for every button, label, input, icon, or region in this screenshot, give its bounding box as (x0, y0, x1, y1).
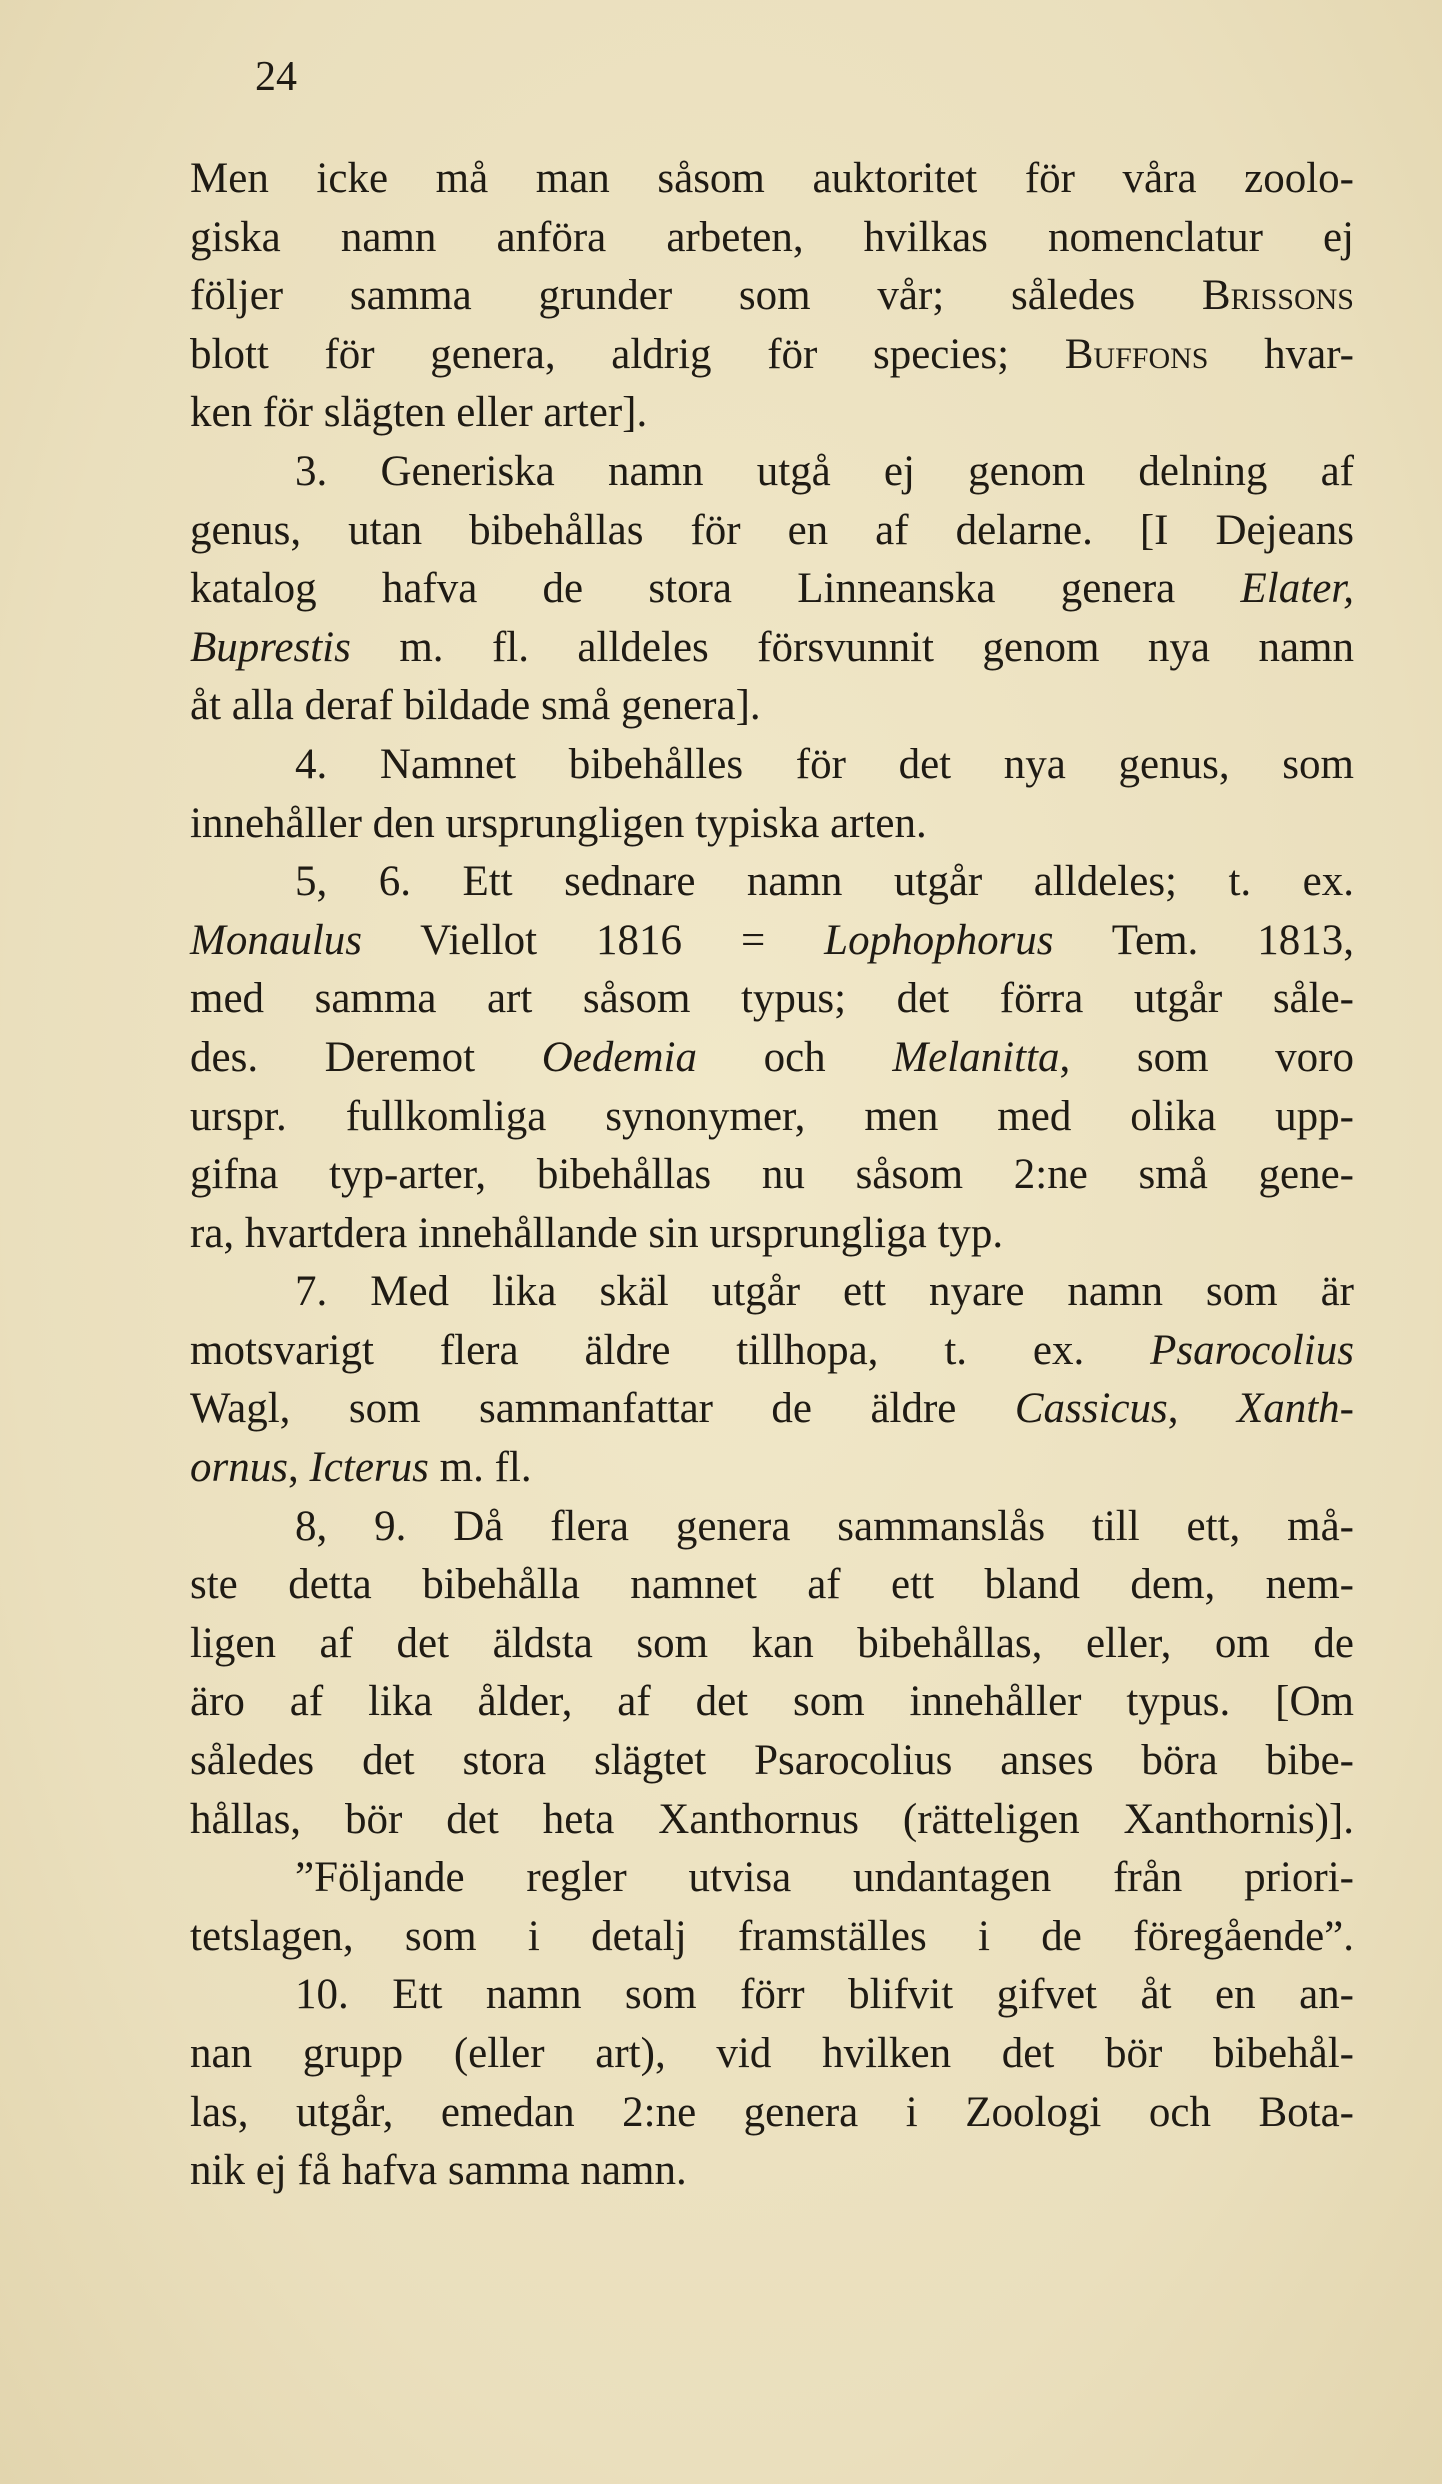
text-line (190, 267, 1354, 326)
text-run: och (696, 1033, 893, 1081)
text-line (190, 677, 1354, 736)
italic-run: Melanitta (892, 1033, 1060, 1081)
text-run: Men icke må man såsom auktoritet för våra zoolo- (190, 155, 1354, 202)
text-run: 5, 6. Ett sednare namn utgår alldeles; t. ex. (295, 858, 1354, 906)
text-line (190, 1966, 1354, 2025)
text-line (190, 1322, 1354, 1381)
text-line (190, 619, 1354, 678)
text-line (190, 912, 1354, 971)
text-line (190, 1908, 1354, 1967)
text-line (190, 1029, 1354, 1088)
italic-run: Lophophorus (824, 916, 1054, 964)
italic-run: Elater, (1240, 565, 1354, 613)
small-caps-name: Brissons (1201, 272, 1354, 320)
italic-run: Xanth- (1236, 1385, 1355, 1433)
text-run: gifna typ-arter, bibehållas nu såsom 2:ne små gene- (190, 1151, 1354, 1199)
text-line (190, 1263, 1354, 1322)
text-line (190, 1205, 1354, 1264)
text-line (190, 1380, 1354, 1439)
text-run: ken för slägten eller arter]. (190, 389, 648, 437)
text-line (190, 560, 1354, 619)
text-run: des. Deremot (190, 1033, 542, 1081)
text-line (190, 2025, 1354, 2084)
text-run: m. fl. alldeles försvunnit genom nya namn (350, 623, 1354, 671)
text-line (190, 326, 1354, 385)
text-run: genus, utan bibehållas för en af delarne. [I Dejeans (190, 506, 1354, 554)
text-line (190, 853, 1354, 912)
text-run: blott för genera, aldrig för species; (190, 330, 1065, 378)
text-line (190, 1088, 1354, 1147)
page-number: 24 (255, 54, 297, 100)
text-run: nan grupp (eller art), vid hvilken det bör bibehål- (190, 2030, 1354, 2077)
text-run: 7. Med lika skäl utgår ett nyare namn som är (295, 1268, 1354, 1316)
text-run: således det stora slägtet Psarocolius anses böra bibe- (190, 1737, 1354, 1785)
text-line (190, 1673, 1354, 1732)
text-run: innehåller den ursprungligen typiska arten. (190, 799, 927, 847)
italic-run: Cassicus (1014, 1385, 1168, 1433)
text-line (190, 384, 1354, 443)
text-line (190, 150, 1354, 209)
text-run: åt alla deraf bildade små genera]. (190, 682, 761, 730)
text-run: , som voro (1059, 1033, 1354, 1081)
text-run: 4. Namnet bibehålles för det nya genus, som (295, 740, 1354, 788)
italic-run: Buprestis (190, 623, 351, 671)
text-line (190, 1849, 1354, 1908)
text-run: med samma art såsom typus; det förra utgår såle- (190, 975, 1354, 1023)
text-run: Wagl, som sammanfattar de äldre (190, 1385, 1015, 1433)
text-run: m. fl. (428, 1444, 532, 1492)
text-run: Viellot 1816 = (362, 916, 825, 964)
text-line (190, 1732, 1354, 1791)
text-run: nik ej få hafva samma namn. (190, 2147, 687, 2195)
text-run: Tem. 1813, (1053, 916, 1354, 964)
text-run: ste detta bibehålla namnet af ett bland dem, nem- (190, 1561, 1354, 1609)
text-run: motsvarigt flera äldre tillhopa, t. ex. (190, 1326, 1151, 1374)
text-run: , (1167, 1385, 1237, 1433)
text-run: las, utgår, emedan 2:ne genera i Zoologi och Bota- (190, 2088, 1354, 2136)
text-run: ra, hvartdera innehållande sin ursprungliga typ. (190, 1209, 1004, 1257)
text-line (190, 1791, 1354, 1850)
text-line (190, 1146, 1354, 1205)
italic-run: Monaulus (190, 916, 362, 964)
text-line (190, 1439, 1354, 1498)
italic-run: Oedemia (541, 1033, 697, 1081)
text-run: 8, 9. Då flera genera sammanslås till ett, må- (295, 1502, 1354, 1550)
text-line (190, 795, 1354, 854)
text-line (190, 2084, 1354, 2143)
small-caps-name: Buffons (1064, 330, 1209, 378)
text-line (190, 443, 1354, 502)
text-line (190, 502, 1354, 561)
italic-run: ornus (190, 1444, 288, 1492)
text-run: ligen af det äldsta som kan bibehållas, eller, om de (190, 1619, 1354, 1667)
text-run: hvar- (1208, 330, 1354, 378)
text-run: tetslagen, som i detalj framställes i de föregående”. (190, 1912, 1354, 1960)
text-run: följer samma grunder som vår; således (190, 272, 1202, 320)
text-line (190, 209, 1354, 268)
body-text (190, 150, 1354, 2201)
text-line (190, 1615, 1354, 1674)
text-run: äro af lika ålder, af det som innehåller typus. [Om (190, 1678, 1354, 1726)
text-line (190, 970, 1354, 1029)
text-run: ”Följande regler utvisa undantagen från priori- (295, 1854, 1354, 1902)
text-run: katalog hafva de stora Linneanska genera (190, 565, 1241, 613)
text-run: , (287, 1444, 310, 1492)
italic-run: Icterus (309, 1444, 429, 1492)
text-line (190, 1556, 1354, 1615)
text-line (190, 2142, 1354, 2201)
italic-run: Psarocolius (1150, 1326, 1354, 1374)
text-run: urspr. fullkomliga synonymer, men med olika upp- (190, 1092, 1354, 1140)
text-run: 10. Ett namn som förr blifvit gifvet åt en an- (295, 1971, 1354, 2019)
text-run: hållas, bör det heta Xanthornus (rätteligen Xanthornis)]. (190, 1795, 1354, 1843)
text-line (190, 736, 1354, 795)
text-line (190, 1498, 1354, 1557)
text-run: giska namn anföra arbeten, hvilkas nomenclatur ej (190, 213, 1354, 261)
text-run: 3. Generiska namn utgå ej genom delning af (295, 447, 1354, 495)
